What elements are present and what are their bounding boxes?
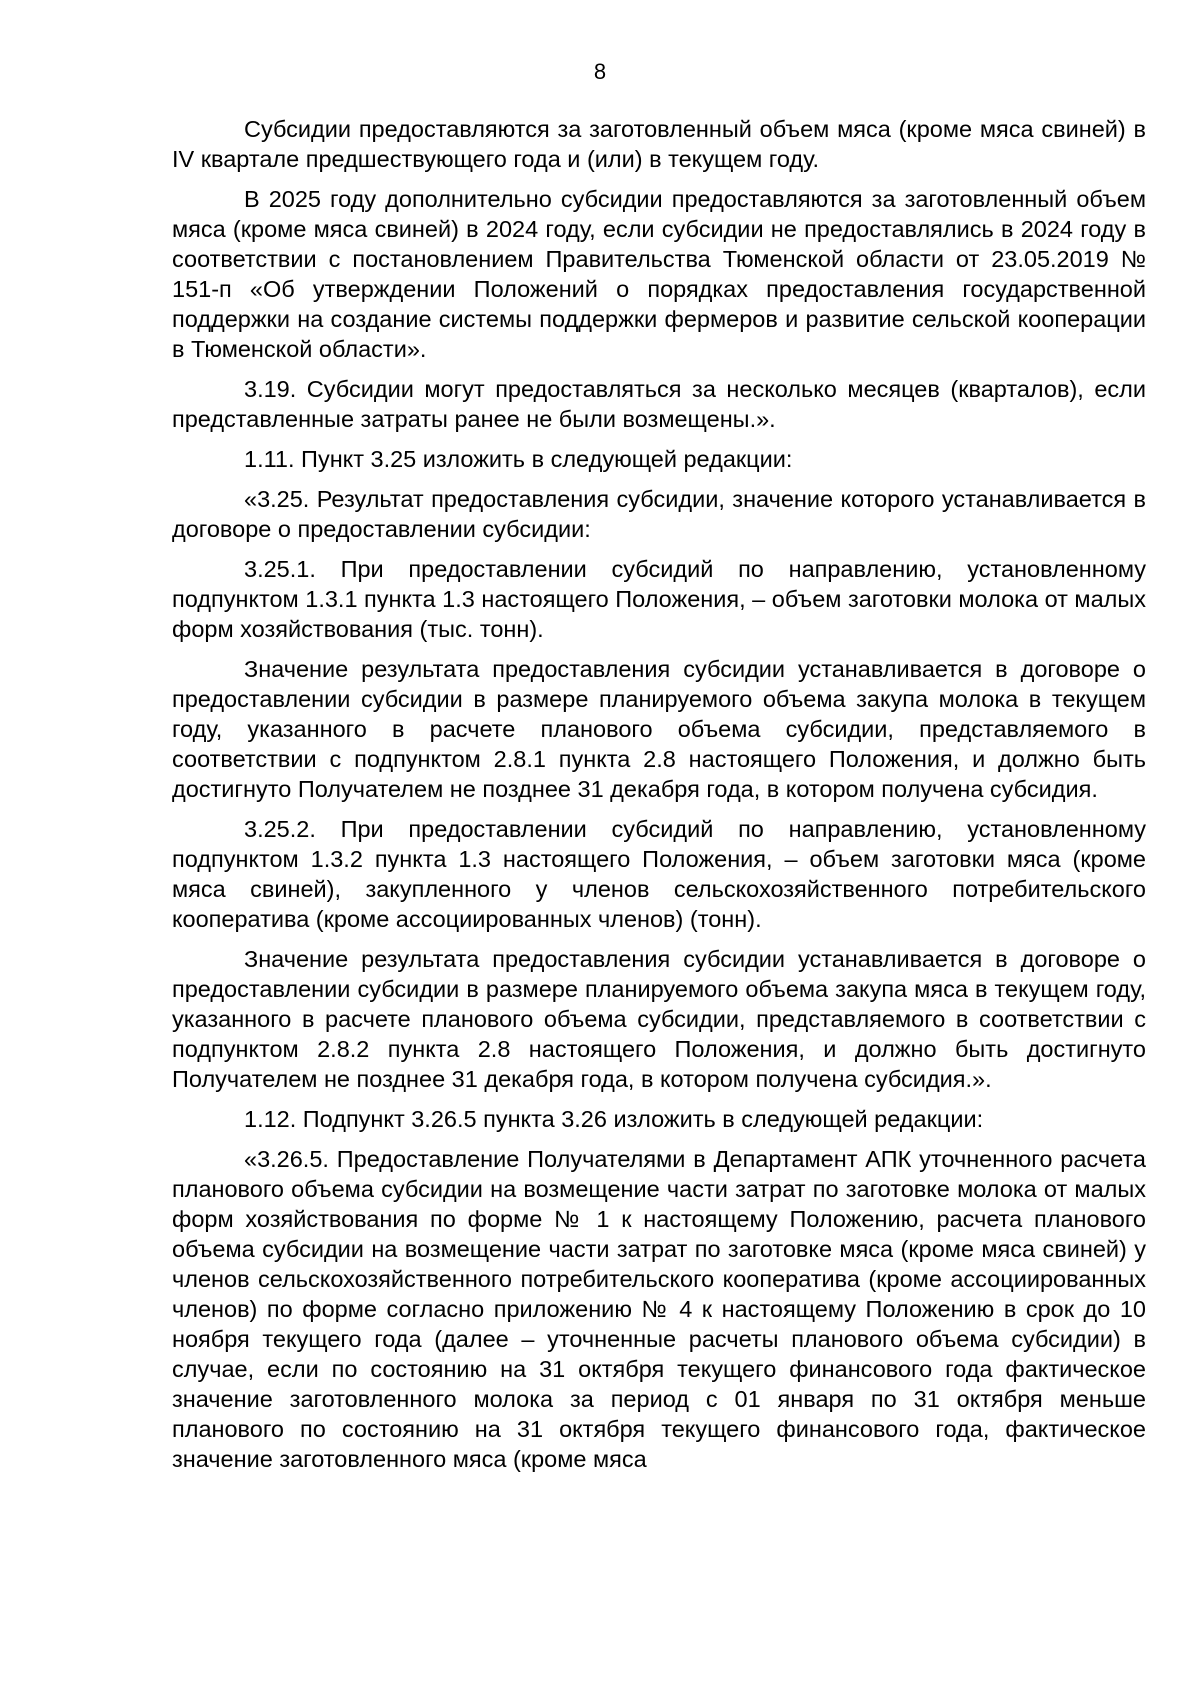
paragraph-3-26-5: «3.26.5. Предоставление Получателями в Департамент АПК уточненного расчета планового объема субсидии на возмещение части затрат по заготовке молока от малых форм хозяйствования по форме № 1 к настоящему Положению, расчета планового объема субсидии на возмещение части затрат по заготовке мяса (кроме мяса свиней) у членов сельскохозяйственного потребительского кооператива (кроме ассоциированных членов) по форме согласно приложению № 4 к настоящему Положению в срок до 10 ноября текущего года (далее – уточненные расчеты планового объема субсидии) в случае, если по состоянию на 31 октября текущего финансового года фактическое значение заготовленного молока за период с 01 января по 31 октября меньше планового по состоянию на 31 октября текущего финансового года, фактическое значение заготовленного мяса (кроме мяса: [172, 1146, 1146, 1472]
paragraph-result-value-meat: Значение результата предоставления субсидии устанавливается в договоре о предоставлении субсидии в размере планируемого объема закупа мяса в текущем году, указанного в расчете планового объема субсидии, представляемого в соответствии с подпунктом 2.8.2 пункта 2.8 настоящего Положения, и должно быть достигнуто Получателем не позднее 31 декабря года, в котором получена субсидия.».: [172, 946, 1146, 1092]
paragraph-2025-additional-subsidy: В 2025 году дополнительно субсидии предоставляются за заготовленный объем мяса (кроме мяса свиней) в 2024 году, если субсидии не предоставлялись в 2024 году в соответствии с постановлением Правительства Тюменской области от 23.05.2019 № 151-п «Об утверждении Положений о порядках предоставления государственной поддержки на создание системы поддержки фермеров и развитие сельской кооперации в Тюменской области».: [172, 186, 1146, 362]
paragraph-1-11: 1.11. Пункт 3.25 изложить в следующей редакции:: [244, 446, 793, 472]
paragraph-3-25-2: 3.25.2. При предоставлении субсидий по направлению, установленному подпунктом 1.3.2 пункта 1.3 настоящего Положения, – объем заготовки мяса (кроме мяса свиней), закупленного у членов сельскохозяйственного потребительского кооператива (кроме ассоциированных членов) (тонн).: [172, 816, 1146, 932]
paragraph-3-25: «3.25. Результат предоставления субсидии, значение которого устанавливается в договоре о предоставлении субсидии:: [172, 486, 1146, 542]
paragraph-result-value-milk: Значение результата предоставления субсидии устанавливается в договоре о предоставлении субсидии в размере планируемого объема закупа молока в текущем году, указанного в расчете планового объема субсидии, представляемого в соответствии с подпунктом 2.8.1 пункта 2.8 настоящего Положения, и должно быть достигнуто Получателем не позднее 31 декабря года, в котором получена субсидия.: [172, 656, 1146, 802]
document-body: [172, 114, 1146, 1484]
paragraph-3-25-1: 3.25.1. При предоставлении субсидий по направлению, установленному подпунктом 1.3.1 пункта 1.3 настоящего Положения, – объем заготовки молока от малых форм хозяйствования (тыс. тонн).: [172, 556, 1146, 642]
page-number: 8: [593, 59, 607, 84]
paragraph-1-12: 1.12. Подпункт 3.26.5 пункта 3.26 изложить в следующей редакции:: [244, 1106, 984, 1132]
paragraph-subsidy-meat-q4: Субсидии предоставляются за заготовленный объем мяса (кроме мяса свиней) в IV квартале предшествующего года и (или) в текущем году.: [172, 116, 1146, 172]
paragraph-3-19: 3.19. Субсидии могут предоставляться за несколько месяцев (кварталов), если представленные затраты ранее не были возмещены.».: [172, 376, 1146, 432]
